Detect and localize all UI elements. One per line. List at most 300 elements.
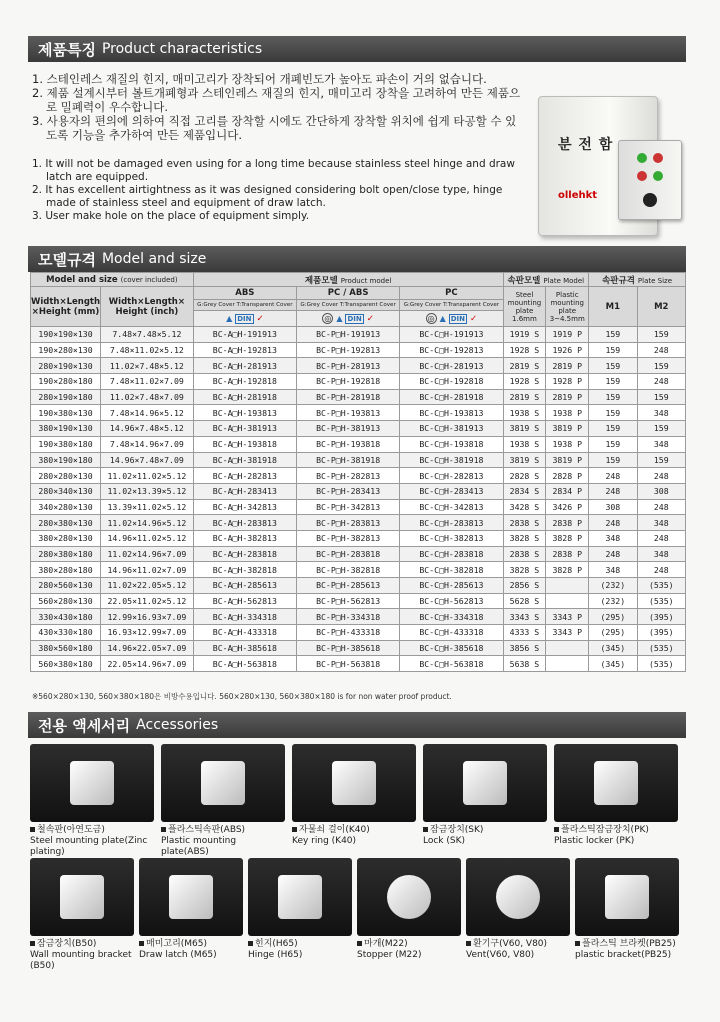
cell-plate-steel: 1928 S <box>503 374 546 390</box>
accessory-item <box>357 858 461 961</box>
cell-plate-m1: 159 <box>589 389 637 405</box>
cell-size-inch: 11.02×7.48×7.09 <box>101 389 194 405</box>
cell-plate-m1: 159 <box>589 436 637 452</box>
cell-plate-m2: (395) <box>637 625 685 641</box>
cell-plate-steel: 3828 S <box>503 562 546 578</box>
cell-plate-plastic: 3828 P <box>546 562 589 578</box>
cell-model-abs: BC-A□H-342813 <box>193 499 296 515</box>
cell-size-inch: 14.96×7.48×7.09 <box>101 452 194 468</box>
cell-model-pcabs: BC-P□H-192818 <box>296 374 399 390</box>
model-size-header <box>28 246 686 272</box>
header-plate-size <box>589 273 686 287</box>
cell-model-abs: BC-A□H-563818 <box>193 656 296 672</box>
cell-model-pcabs: BC-P□H-191913 <box>296 327 399 343</box>
cell-model-abs: BC-A□H-281913 <box>193 358 296 374</box>
accessory-label <box>466 939 570 961</box>
cell-model-abs: BC-A□H-433318 <box>193 625 296 641</box>
bullet-icon <box>292 827 297 832</box>
cell-model-abs: BC-A□H-192813 <box>193 342 296 358</box>
table-row <box>31 389 686 405</box>
cell-plate-m1: 159 <box>589 342 637 358</box>
cell-plate-steel: 2819 S <box>503 358 546 374</box>
cell-plate-steel: 1938 S <box>503 405 546 421</box>
cell-plate-plastic: 2838 P <box>546 546 589 562</box>
accessory-label <box>423 825 547 847</box>
table-row <box>31 468 686 484</box>
cell-model-pcabs: BC-P□H-381918 <box>296 452 399 468</box>
accessory-item <box>30 744 154 858</box>
box-brand-logo: ollehkt <box>558 190 598 201</box>
cell-size-inch: 13.39×11.02×5.12 <box>101 499 194 515</box>
cell-model-pcabs: BC-P□H-342813 <box>296 499 399 515</box>
cell-model-abs: BC-A□H-282813 <box>193 468 296 484</box>
hinge-icon <box>248 858 352 936</box>
cell-plate-plastic <box>546 640 589 656</box>
stopper-icon <box>357 858 461 936</box>
cell-model-abs: BC-A□H-382813 <box>193 530 296 546</box>
accessory-name-en: Plastic locker (PK) <box>554 836 635 846</box>
cell-model-pcabs: BC-P□H-193818 <box>296 436 399 452</box>
header-model-size-sub: (cover included) <box>120 275 178 284</box>
cell-model-pcabs: BC-P□H-192813 <box>296 342 399 358</box>
cell-plate-steel: 3819 S <box>503 452 546 468</box>
bullet-icon <box>575 941 580 946</box>
header-plate-ko: 속판모델 <box>507 275 541 286</box>
cell-plate-plastic: 2828 P <box>546 468 589 484</box>
accessory-label <box>575 939 679 961</box>
cell-model-abs: BC-A□H-562813 <box>193 593 296 609</box>
table-row <box>31 483 686 499</box>
cell-plate-m1: (232) <box>589 593 637 609</box>
cell-size-mm: 380×190×180 <box>31 452 101 468</box>
cell-plate-m2: 159 <box>637 327 685 343</box>
accessory-item <box>466 858 570 961</box>
cell-model-pc: BC-C□H-281913 <box>400 358 503 374</box>
cell-plate-m1: 248 <box>589 468 637 484</box>
cell-plate-plastic <box>546 578 589 594</box>
table-row <box>31 593 686 609</box>
cell-model-pc: BC-C□H-385618 <box>400 640 503 656</box>
feature-ko-3: 3. 사용자의 편의에 의하여 직접 고리를 장착할 시에도 간단하게 장착할 위치에 쉽게 타공할 수 있도록 기능을 추가하여 만든 제품입니다. <box>32 114 517 142</box>
accessory-label <box>292 825 416 847</box>
accessory-name-ko: 철속판(아연도금) <box>37 825 105 835</box>
feature-en-3: 3. User make hole on the place of equipment simply. <box>32 210 310 222</box>
feature-en-2: 2. It has excellent airtightness as it was designed considering bolt open/close type, hinge made of stainless steel and equipment of draw latch. <box>32 184 503 209</box>
cell-size-inch: 12.99×16.93×7.09 <box>101 609 194 625</box>
cell-plate-steel: 3828 S <box>503 530 546 546</box>
header-cover-abs: G:Grey Cover T:Transparent Cover <box>193 300 296 311</box>
accessory-name-ko: 자물쇠 걸이(K40) <box>299 825 370 835</box>
cell-size-inch: 7.48×11.02×7.09 <box>101 374 194 390</box>
table-row <box>31 515 686 531</box>
cell-model-pc: BC-C□H-193813 <box>400 405 503 421</box>
accessory-name-ko: 매미고리(M65) <box>146 939 208 949</box>
header-platesize-ko: 속판규격 <box>602 275 635 286</box>
indicator-light-icon <box>653 171 663 181</box>
table-row <box>31 656 686 672</box>
plastic-locker-icon <box>554 744 678 822</box>
cell-plate-m1: (345) <box>589 656 637 672</box>
cell-size-inch: 16.93×12.99×7.09 <box>101 625 194 641</box>
cell-plate-plastic <box>546 593 589 609</box>
steel-plate-icon <box>30 744 154 822</box>
cell-plate-m1: 248 <box>589 546 637 562</box>
cell-model-abs: BC-A□H-192818 <box>193 374 296 390</box>
cell-model-pc: BC-C□H-192818 <box>400 374 503 390</box>
cell-size-mm: 190×190×130 <box>31 327 101 343</box>
cell-size-mm: 430×330×180 <box>31 625 101 641</box>
cell-plate-steel: 3856 S <box>503 640 546 656</box>
cell-plate-m1: 308 <box>589 499 637 515</box>
cell-size-mm: 190×380×180 <box>31 436 101 452</box>
feature-ko-2: 2. 제품 설계시부터 볼트개폐형과 스테인레스 재질의 힌지, 매미고리 장착을 고려하여 만든 제품으로 밀폐력이 우수합니다. <box>32 86 521 114</box>
cell-plate-m2: 248 <box>637 499 685 515</box>
accessory-name-ko: 환기구(V60, V80) <box>473 939 548 949</box>
cell-model-abs: BC-A□H-283813 <box>193 515 296 531</box>
header-plate-model <box>503 273 589 287</box>
accessory-label <box>139 939 243 961</box>
cell-model-pcabs: BC-P□H-382818 <box>296 562 399 578</box>
cell-model-pc: BC-C□H-281918 <box>400 389 503 405</box>
cell-plate-plastic: 3819 P <box>546 452 589 468</box>
cell-plate-steel: 3343 S <box>503 609 546 625</box>
din-logo-icon: DIN <box>237 314 252 323</box>
accessory-name-en: Plastic mounting plate(ABS) <box>161 836 237 857</box>
cell-size-inch: 11.02×14.96×7.09 <box>101 546 194 562</box>
cell-plate-plastic: 1928 P <box>546 374 589 390</box>
cell-size-mm: 190×380×130 <box>31 405 101 421</box>
enclosure-side-panel <box>618 140 682 220</box>
header-pcabs: PC / ABS <box>296 287 399 300</box>
cell-model-abs: BC-A□H-381918 <box>193 452 296 468</box>
accessory-name-ko: 플라스틱속판(ABS) <box>168 825 246 835</box>
header-cover-pcabs: G:Grey Cover T:Transparent Cover <box>296 300 399 311</box>
cell-plate-m1: 159 <box>589 327 637 343</box>
cell-size-mm: 280×280×130 <box>31 468 101 484</box>
section-title-en: Product characteristics <box>101 41 263 57</box>
cell-model-pcabs: BC-P□H-193813 <box>296 405 399 421</box>
model-size-table-body <box>31 327 686 672</box>
indicator-light-icon <box>637 153 647 163</box>
header-m1: M1 <box>589 287 637 327</box>
cell-plate-m2: (535) <box>637 578 685 594</box>
cell-model-pcabs: BC-P□H-283813 <box>296 515 399 531</box>
cell-plate-m2: 348 <box>637 515 685 531</box>
table-row <box>31 562 686 578</box>
cell-model-pc: BC-C□H-191913 <box>400 327 503 343</box>
cell-plate-m1: 159 <box>589 452 637 468</box>
cell-plate-steel: 2838 S <box>503 515 546 531</box>
header-model-size <box>31 273 194 287</box>
model-size-table <box>30 272 686 672</box>
cell-model-pc: BC-C□H-382813 <box>400 530 503 546</box>
header-product-ko: 제품모델 <box>304 275 338 286</box>
cell-size-mm: 340×280×130 <box>31 499 101 515</box>
accessory-name-en: Draw latch (M65) <box>139 950 217 960</box>
cell-model-pc: BC-C□H-282813 <box>400 468 503 484</box>
cell-model-abs: BC-A□H-193818 <box>193 436 296 452</box>
cell-model-pc: BC-C□H-562813 <box>400 593 503 609</box>
table-row <box>31 421 686 437</box>
vent-icon <box>466 858 570 936</box>
accessory-name-en: Vent(V60, V80) <box>466 950 535 960</box>
cell-model-abs: BC-A□H-382818 <box>193 562 296 578</box>
cell-plate-plastic <box>546 656 589 672</box>
cell-model-abs: BC-A□H-334318 <box>193 609 296 625</box>
cell-model-pcabs: BC-P□H-281918 <box>296 389 399 405</box>
cell-plate-m1: 248 <box>589 483 637 499</box>
cell-model-pc: BC-C□H-381913 <box>400 421 503 437</box>
section-title-en: Model and size <box>101 251 207 267</box>
cell-size-inch: 11.02×7.48×5.12 <box>101 358 194 374</box>
accessory-name-en: Lock (SK) <box>423 836 466 846</box>
cell-plate-steel: 2834 S <box>503 483 546 499</box>
cell-model-pcabs: BC-P□H-563818 <box>296 656 399 672</box>
indicator-light-icon <box>637 171 647 181</box>
product-characteristics-header <box>28 36 686 62</box>
bullet-icon <box>30 827 35 832</box>
cell-plate-m1: 159 <box>589 405 637 421</box>
product-photo <box>530 90 688 240</box>
table-row <box>31 578 686 594</box>
accessory-label <box>554 825 678 847</box>
cell-size-mm: 330×430×180 <box>31 609 101 625</box>
cell-plate-steel: 1919 S <box>503 327 546 343</box>
cell-size-inch: 7.48×11.02×5.12 <box>101 342 194 358</box>
lock-icon <box>423 744 547 822</box>
cell-model-pc: BC-C□H-342813 <box>400 499 503 515</box>
cell-size-mm: 190×280×130 <box>31 342 101 358</box>
cell-size-inch: 11.02×14.96×5.12 <box>101 515 194 531</box>
box-label: 분 전 함 <box>558 137 614 153</box>
cell-model-pcabs: BC-P□H-382813 <box>296 530 399 546</box>
header-model-size-label: Model and size <box>46 274 118 285</box>
cell-plate-plastic: 3819 P <box>546 421 589 437</box>
section-title-en: Accessories <box>136 717 219 733</box>
table-row <box>31 452 686 468</box>
cell-size-mm: 560×380×180 <box>31 656 101 672</box>
cell-model-pc: BC-C□H-563818 <box>400 656 503 672</box>
cell-model-pcabs: BC-P□H-381913 <box>296 421 399 437</box>
switch-knob-icon <box>643 193 657 207</box>
header-plate-en: Plate Model <box>543 276 585 285</box>
cell-plate-m2: 159 <box>637 421 685 437</box>
cert-logos-pcabs <box>296 311 399 327</box>
header-platesize-en: Plate Size <box>637 276 673 285</box>
cell-size-mm: 190×280×180 <box>31 374 101 390</box>
cell-plate-steel: 5638 S <box>503 656 546 672</box>
plastic-plate-icon <box>161 744 285 822</box>
cell-size-inch: 7.48×14.96×7.09 <box>101 436 194 452</box>
cell-plate-m1: (232) <box>589 578 637 594</box>
non-waterproof-note: ※560×280×130, 560×380×180은 비방수용입니다. 560×280×130, 560×380×180 is for non water proof product. <box>32 692 452 701</box>
accessory-item <box>248 858 352 961</box>
cell-plate-plastic: 2838 P <box>546 515 589 531</box>
cell-plate-steel: 4333 S <box>503 625 546 641</box>
cell-plate-steel: 3819 S <box>503 421 546 437</box>
cell-plate-m2: (395) <box>637 609 685 625</box>
accessory-label <box>161 825 285 858</box>
cert-logos-pc <box>400 311 503 327</box>
accessory-name-en: Stopper (M22) <box>357 950 422 960</box>
ul-logo-icon: ◎ <box>427 313 435 323</box>
cell-size-inch: 14.96×11.02×5.12 <box>101 530 194 546</box>
accessory-name-ko: 마개(M22) <box>364 939 408 949</box>
cell-plate-m2: 248 <box>637 374 685 390</box>
accessory-item <box>575 858 679 961</box>
cell-plate-steel: 1928 S <box>503 342 546 358</box>
table-row <box>31 374 686 390</box>
cell-plate-m2: (535) <box>637 656 685 672</box>
tuv-logo-icon: ▲ <box>226 313 233 323</box>
cell-model-pc: BC-C□H-382818 <box>400 562 503 578</box>
table-row <box>31 530 686 546</box>
cell-plate-m1: 348 <box>589 530 637 546</box>
accessory-item <box>161 744 285 858</box>
accessory-name-ko: 플라스틱 브라켓(PB25) <box>582 939 676 949</box>
cell-model-pcabs: BC-P□H-334318 <box>296 609 399 625</box>
cell-size-mm: 280×380×130 <box>31 515 101 531</box>
cell-model-pc: BC-C□H-283413 <box>400 483 503 499</box>
cell-plate-m2: 348 <box>637 405 685 421</box>
bullet-icon <box>357 941 362 946</box>
cell-plate-m1: 348 <box>589 562 637 578</box>
cell-model-pcabs: BC-P□H-283818 <box>296 546 399 562</box>
table-row <box>31 640 686 656</box>
cell-model-abs: BC-A□H-281918 <box>193 389 296 405</box>
cell-size-mm: 280×560×130 <box>31 578 101 594</box>
wall-bracket-icon <box>30 858 134 936</box>
header-mm: Width×Length ×Height (mm) <box>31 287 101 327</box>
cell-plate-plastic: 2819 P <box>546 358 589 374</box>
accessory-name-en: Key ring (K40) <box>292 836 357 846</box>
ul-logo-icon: ◎ <box>324 313 332 323</box>
features-list-ko <box>32 72 522 142</box>
accessory-item <box>30 858 134 972</box>
bullet-icon <box>161 827 166 832</box>
tuv-logo-icon: ▲ <box>336 313 343 323</box>
cell-size-mm: 280×190×180 <box>31 389 101 405</box>
table-row <box>31 405 686 421</box>
cell-model-abs: BC-A□H-285613 <box>193 578 296 594</box>
cell-plate-m1: (345) <box>589 640 637 656</box>
cell-model-pc: BC-C□H-433318 <box>400 625 503 641</box>
cell-size-mm: 560×280×130 <box>31 593 101 609</box>
cell-plate-plastic: 2819 P <box>546 389 589 405</box>
cell-size-mm: 280×190×130 <box>31 358 101 374</box>
ce-mark-icon: ✓ <box>256 313 264 324</box>
cell-plate-plastic: 3828 P <box>546 530 589 546</box>
cell-model-pc: BC-C□H-283813 <box>400 515 503 531</box>
cell-plate-steel: 2828 S <box>503 468 546 484</box>
feature-ko-1: 1. 스테인레스 재질의 힌지, 매미고리가 장착되어 개폐빈도가 높아도 파손이 거의 없습니다. <box>32 72 487 86</box>
cell-size-inch: 11.02×11.02×5.12 <box>101 468 194 484</box>
ce-mark-icon: ✓ <box>366 313 374 324</box>
cell-plate-m1: 248 <box>589 515 637 531</box>
header-steel-plate: Steel mounting plate 1.6mm <box>503 287 546 327</box>
din-logo-icon: DIN <box>347 314 362 323</box>
draw-latch-icon <box>139 858 243 936</box>
cell-plate-m2: (535) <box>637 640 685 656</box>
bullet-icon <box>139 941 144 946</box>
header-pc: PC <box>400 287 503 300</box>
cell-model-pcabs: BC-P□H-385618 <box>296 640 399 656</box>
cell-model-pcabs: BC-P□H-282813 <box>296 468 399 484</box>
bullet-icon <box>423 827 428 832</box>
bullet-icon <box>248 941 253 946</box>
cell-model-abs: BC-A□H-283818 <box>193 546 296 562</box>
table-row <box>31 546 686 562</box>
accessory-label <box>30 825 154 858</box>
key-ring-icon <box>292 744 416 822</box>
cell-model-pc: BC-C□H-285613 <box>400 578 503 594</box>
table-row <box>31 609 686 625</box>
tuv-logo-icon: ▲ <box>439 313 446 323</box>
cell-model-pc: BC-C□H-283818 <box>400 546 503 562</box>
cell-plate-plastic: 3343 P <box>546 609 589 625</box>
section-title-ko: 모델규격 <box>38 250 96 269</box>
cell-plate-m1: 159 <box>589 374 637 390</box>
cell-model-pcabs: BC-P□H-433318 <box>296 625 399 641</box>
cell-plate-steel: 5628 S <box>503 593 546 609</box>
header-cover-pc: G:Grey Cover T:Transparent Cover <box>400 300 503 311</box>
cell-model-pcabs: BC-P□H-562813 <box>296 593 399 609</box>
cell-plate-m1: (295) <box>589 609 637 625</box>
cell-plate-steel: 1938 S <box>503 436 546 452</box>
cell-plate-m2: 248 <box>637 530 685 546</box>
table-row <box>31 499 686 515</box>
cell-plate-plastic: 3343 P <box>546 625 589 641</box>
section-title-ko: 전용 액세서리 <box>38 716 131 735</box>
header-m2: M2 <box>637 287 685 327</box>
cell-model-abs: BC-A□H-385618 <box>193 640 296 656</box>
cell-size-inch: 7.48×14.96×5.12 <box>101 405 194 421</box>
cell-size-mm: 280×340×130 <box>31 483 101 499</box>
plastic-bracket-icon <box>575 858 679 936</box>
cell-size-mm: 380×280×130 <box>31 530 101 546</box>
cell-plate-m2: 159 <box>637 358 685 374</box>
cell-size-inch: 11.02×22.05×5.12 <box>101 578 194 594</box>
cell-size-mm: 380×560×180 <box>31 640 101 656</box>
cell-size-inch: 11.02×13.39×5.12 <box>101 483 194 499</box>
cell-model-abs: BC-A□H-193813 <box>193 405 296 421</box>
cell-plate-m1: 159 <box>589 421 637 437</box>
cell-plate-m2: 248 <box>637 468 685 484</box>
cell-plate-plastic: 1926 P <box>546 342 589 358</box>
header-plastic-plate: Plastic mounting plate 3~4.5mm <box>546 287 589 327</box>
cell-plate-steel: 2838 S <box>503 546 546 562</box>
header-inch: Width×Length× Height (inch) <box>101 287 194 327</box>
cell-model-pcabs: BC-P□H-283413 <box>296 483 399 499</box>
cell-size-mm: 280×380×180 <box>31 546 101 562</box>
table-row <box>31 327 686 343</box>
accessories-header <box>28 712 686 738</box>
features-list-en <box>32 158 522 223</box>
cell-model-pc: BC-C□H-192813 <box>400 342 503 358</box>
cell-size-inch: 22.05×14.96×7.09 <box>101 656 194 672</box>
cell-model-pcabs: BC-P□H-285613 <box>296 578 399 594</box>
accessory-item <box>139 858 243 961</box>
cell-size-inch: 14.96×11.02×7.09 <box>101 562 194 578</box>
bullet-icon <box>30 941 35 946</box>
cell-plate-plastic: 2834 P <box>546 483 589 499</box>
cell-plate-m2: 159 <box>637 452 685 468</box>
header-abs: ABS <box>193 287 296 300</box>
accessory-name-en: plastic bracket(PB25) <box>575 950 672 960</box>
accessory-item <box>292 744 416 847</box>
accessory-name-ko: 힌지(H65) <box>255 939 298 949</box>
cell-plate-plastic: 1919 P <box>546 327 589 343</box>
